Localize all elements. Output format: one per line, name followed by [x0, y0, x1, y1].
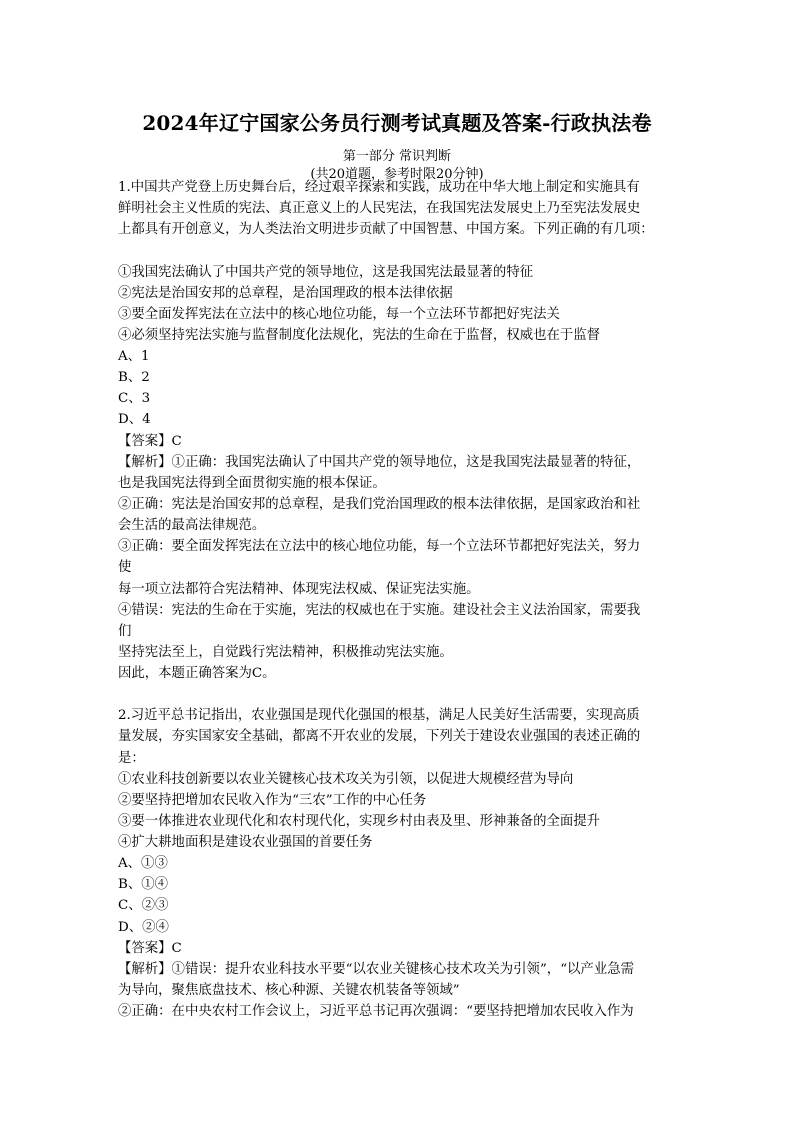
text-line: 1.中国共产党登上历史舞台后，经过艰辛探索和实践，成功在中华大地上制定和实施具有: [118, 180, 640, 195]
text-line: 量发展，夯实国家安全基础，都离不开农业的发展，下列关于建设农业强国的表述正确的: [118, 729, 641, 745]
text-line: ①我国宪法确认了中国共产党的领导地位，这是我国宪法最显著的特征: [118, 264, 534, 280]
text-line: ④扩大耕地面积是建设农业强国的首要任务: [118, 835, 373, 850]
part-subheading: (共20道题，参考时限20分钟): [310, 167, 484, 182]
text-line: D、②④: [118, 919, 169, 935]
text-line: ②正确：在中央农村工作会议上，习近平总书记再次强调：“要坚持把增加农民收入作为: [118, 1004, 634, 1020]
text-line: ④必须坚持宪法实施与监督制度化法规化，宪法的生命在于监督，权威也在于监督: [118, 327, 601, 343]
text-line: D、4: [118, 412, 151, 428]
text-line: 鲜明社会主义性质的宪法、真正意义上的人民宪法，在我国宪法发展史上乃至宪法发展史: [118, 201, 641, 217]
text-line: ③要一体推进农业现代化和农村现代化，实现乡村由表及里、形神兼备的全面提升: [118, 813, 601, 829]
text-line: 也是我国宪法得到全面贯彻实施的根本保证。: [118, 475, 386, 491]
text-line: ①农业科技创新要以农业关键核心技术攻关为引领，以促进大规模经营为导向: [118, 771, 574, 787]
text-line: 2.习近平总书记指出，农业强国是现代化强国的根基，满足人民美好生活需要，实现高质: [118, 708, 640, 724]
text-line: ④错误：宪法的生命在于实施，宪法的权威也在于实施。建设社会主义法治国家，需要我: [118, 602, 641, 618]
text-line: 会生活的最高法律规范。: [118, 518, 266, 534]
text-line: C、②③: [118, 898, 169, 914]
text-line: 【解析】①错误：提升农业科技水平要“以农业关键核心技术攻关为引领”，“以产业急需: [118, 961, 634, 977]
text-line: A、1: [118, 349, 150, 364]
text-line: ③要全面发挥宪法在立法中的核心地位功能，每一个立法环节都把好宪法关: [118, 306, 560, 322]
text-line: 【答案】C: [118, 433, 182, 449]
text-line: 使: [118, 560, 132, 576]
text-line: 上都具有开创意义，为人类法治文明进步贡献了中国智慧、中国方案。下列正确的有几项：: [118, 222, 654, 238]
text-line: 为导向，聚焦底盘技术、核心种源、关键农机装备等领域”: [118, 982, 460, 998]
text-line: 【解析】①正确：我国宪法确认了中国共产党的领导地位，这是我国宪法最显著的特征，: [118, 454, 641, 470]
text-line: A、①③: [118, 856, 168, 872]
document-title: 2024年辽宁国家公务员行测考试真题及答案-行政执法卷: [142, 111, 652, 135]
text-line: B、2: [118, 370, 150, 386]
text-line: 每一项立法都符合宪法精神、体现宪法权威、保证宪法实施。: [118, 581, 480, 597]
text-line: ②要坚持把增加农民收入作为“三农”工作的中心任务: [118, 792, 427, 808]
text-line: 坚持宪法至上，自觉践行宪法精神，积极推动宪法实施。: [118, 644, 453, 660]
text-line: ②宪法是治国安邦的总章程，是治国理政的根本法律依据: [118, 285, 453, 301]
part-heading: 第一部分 常识判断: [342, 149, 452, 164]
text-line: B、①④: [118, 877, 169, 893]
text-line: 是：: [118, 750, 145, 766]
text-line: 们: [118, 623, 132, 639]
text-line: ③正确：要全面发挥宪法在立法中的核心地位功能，每一个立法环节都把好宪法关，努力: [118, 539, 641, 555]
text-line: C、3: [118, 391, 151, 407]
text-line: 【答案】C: [118, 940, 182, 956]
text-line: 因此，本题正确答案为C。: [118, 666, 276, 681]
text-line: ②正确：宪法是治国安邦的总章程，是我们党治国理政的根本法律依据，是国家政治和社: [118, 496, 641, 512]
